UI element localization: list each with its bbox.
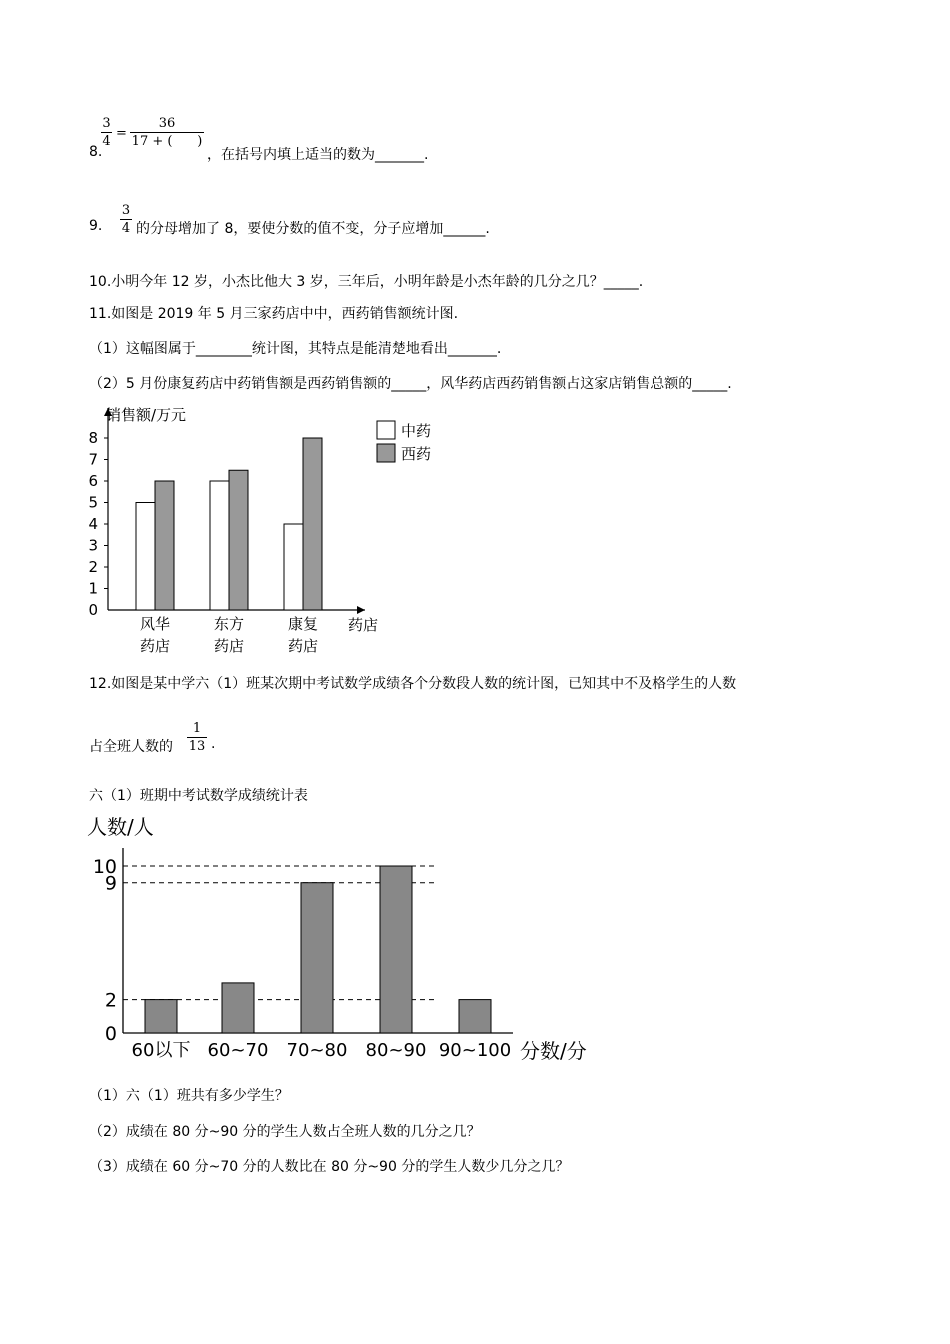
chart2-x-labels [132, 1040, 512, 1061]
sales-bar-chart [80, 400, 432, 660]
chart2-x-tick-label: 80~90 [365, 1040, 427, 1061]
q12-sub2: （2）成绩在 80 分~90 分的学生人数占全班人数的几分之几？ [89, 1124, 481, 1140]
q8-left-fraction [101, 116, 112, 149]
q9-fraction [120, 203, 132, 236]
legend-swatch-western [377, 444, 395, 462]
q11-text: 11.如图是 2019 年 5 月三家药店中中，西药销售额统计图. [89, 306, 459, 322]
chart1-x-tick-label: 康复 [287, 615, 319, 633]
q8-right-fraction [130, 116, 204, 149]
chart1-legend [377, 421, 431, 463]
q12-denominator: 13 [188, 739, 206, 754]
chart2-y-tick-label: 10 [92, 856, 117, 878]
chart1-bar-western [155, 481, 174, 610]
legend-label-tcm: 中药 [401, 422, 432, 440]
chart1-y-tick-label: 0 [88, 601, 98, 619]
score-bar-chart [85, 808, 605, 1068]
chart2-x-tick-label: 60~70 [207, 1040, 269, 1061]
q9-text: 的分母增加了 8，要使分数的值不变，分子应增加______. [136, 221, 490, 237]
chart1-y-tick-label: 3 [88, 536, 98, 555]
chart2-bar [301, 883, 333, 1033]
chart1-x-arrow [357, 606, 365, 614]
chart1-y-tick-label: 6 [88, 472, 98, 490]
chart2-y-tick-label: 2 [104, 989, 117, 1012]
chart2-bar [380, 866, 412, 1033]
chart2-bar [145, 1000, 177, 1033]
q8-left-numerator: 3 [102, 116, 111, 131]
q12-sub1: （1）六（1）班共有多少学生？ [89, 1088, 289, 1104]
chart1-x-tick-label: 药店 [287, 637, 319, 655]
chart2-y-tick-label: 9 [104, 872, 117, 895]
q12-sub3: （3）成绩在 60 分~70 分的人数比在 80 分~90 分的学生人数少几分之几？ [89, 1159, 570, 1175]
chart2-y-axis-label: 人数/人 [87, 815, 154, 839]
q9-number: 9. [89, 218, 103, 234]
chart1-y-tick-label: 4 [88, 515, 98, 533]
chart1-y-tick-label: 1 [88, 579, 98, 598]
chart1-x-tick-label: 风华 [139, 615, 171, 633]
chart1-x-labels [140, 615, 318, 655]
chart1-y-axis-label: 销售额/万元 [106, 406, 187, 424]
q12-text2-suffix: . [211, 736, 216, 752]
chart2-y-ticks [93, 856, 117, 1045]
q8-right-numerator: 36 [158, 116, 176, 131]
legend-label-western: 西药 [401, 445, 432, 463]
chart2-y-tick-label: 0 [104, 1023, 117, 1045]
chart1-x-axis-label: 药店 [348, 616, 379, 634]
q12-fraction [187, 721, 207, 754]
chart1-bar-tcm [210, 481, 229, 610]
chart1-y-ticks [88, 429, 108, 619]
chart1-y-tick-label: 2 [88, 558, 98, 576]
legend-swatch-tcm [377, 421, 395, 439]
q9-numerator: 3 [121, 203, 131, 218]
chart1-bars [136, 438, 322, 610]
chart2-x-tick-label: 90~100 [438, 1040, 512, 1061]
q12-text2-prefix: 占全班人数的 [89, 739, 173, 755]
q11-sub2: （2）5 月份康复药店中药销售额是西药销售额的_____，风华药店西药销售额占这家店销售总额的_____. [89, 376, 732, 392]
chart1-x-tick-label: 药店 [139, 637, 171, 655]
chart2-x-tick-label: 60以下 [131, 1040, 191, 1061]
chart1-x-tick-label: 东方 [213, 615, 245, 633]
chart2-bars [145, 866, 491, 1033]
q11-sub1: （1）这幅图属于________统计图，其特点是能清楚地看出_______. [89, 341, 502, 357]
q8-left-denominator: 4 [102, 134, 111, 149]
chart1-bar-western [229, 470, 248, 610]
q12-table-title: 六（1）班期中考试数学成绩统计表 [89, 788, 308, 804]
chart1-bar-tcm [136, 503, 155, 611]
q8-right-denominator: 17 + ( ) [131, 134, 203, 149]
q10-text: 10.小明今年 12 岁，小杰比他大 3 岁，三年后，小明年龄是小杰年龄的几分之几？_____. [89, 274, 644, 290]
chart1-x-tick-label: 药店 [213, 637, 245, 655]
chart1-y-tick-label: 8 [88, 429, 98, 447]
chart2-bar [459, 1000, 491, 1033]
chart2-x-axis-label: 分数/分 [520, 1039, 587, 1063]
chart1-y-tick-label: 7 [88, 450, 98, 469]
q8-equals: = [116, 126, 127, 141]
chart1-y-tick-label: 5 [88, 493, 98, 512]
chart2-bar [222, 983, 254, 1033]
q8-text: ，在括号内填上适当的数为_______. [207, 147, 429, 163]
q9-denominator: 4 [121, 221, 131, 236]
q12-text: 12.如图是某中学六（1）班某次期中考试数学成绩各个分数段人数的统计图，已知其中不及格学生的人数 [89, 676, 737, 692]
chart1-bar-tcm [284, 524, 303, 610]
chart1-bar-western [303, 438, 322, 610]
q12-numerator: 1 [192, 721, 202, 736]
chart2-x-tick-label: 70~80 [286, 1040, 348, 1061]
q8-number: 8. [89, 144, 103, 160]
